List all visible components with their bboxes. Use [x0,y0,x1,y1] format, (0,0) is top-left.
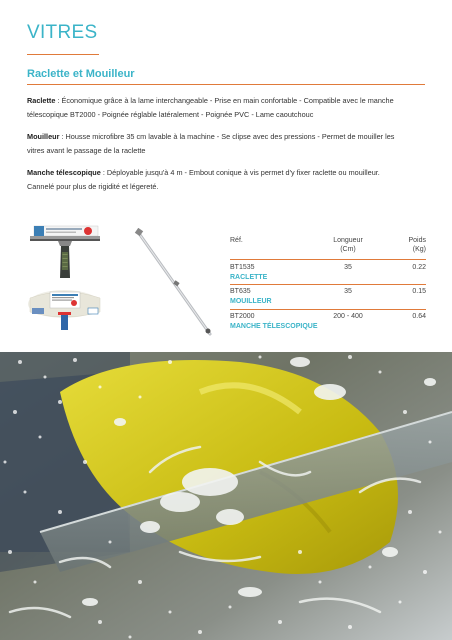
column-header-length-label: Longueur [333,237,363,244]
description-text: : Housse microfibre 35 cm lavable à la machine - Se clipse avec des pressions - Permet de mouiller les [59,132,395,141]
description-raclette [27,94,427,121]
cell-length: 35 [344,264,352,271]
description-label: Manche télescopique [27,168,101,177]
table-divider [230,259,426,260]
table-divider [230,284,426,285]
description-label: Raclette [27,96,56,105]
description-mouilleur [27,130,427,157]
column-header-weight-unit: (Kg) [412,246,426,253]
description-text: : Déployable jusqu'à 4 m - Embout conique à vis permet d'y fixer raclette ou mouilleur. [100,168,380,177]
cell-length: 35 [344,288,352,295]
description-text: : Économique grâce à la lame interchangeable - Prise en main confortable - Compatible avec le manche [55,96,394,105]
telescopic-pole-image [134,228,216,338]
section-title: Raclette et Mouilleur [27,68,135,80]
column-header-length [328,236,368,254]
cell-product-name: MANCHE TÉLESCOPIQUE [230,323,318,330]
column-header-ref: Réf. [230,237,243,244]
description-text: vitres avant le passage de la raclette [27,145,146,155]
cell-weight: 0.22 [412,264,426,271]
description-text: Cannelé pour plus de rigidité et légereté. [27,181,159,191]
page-title: VITRES [27,22,98,43]
cell-product-name: MOUILLEUR [230,298,272,305]
window-washer-image [28,284,102,332]
cell-weight: 0.15 [412,288,426,295]
cell-product-name: RACLETTE [230,274,268,281]
column-header-weight-label: Poids [408,237,426,244]
cell-ref: BT2000 [230,313,255,320]
column-header-length-unit: (Cm) [340,246,356,253]
section-divider [27,84,425,85]
description-manche [27,166,427,193]
cleaning-banner-image [0,352,452,640]
description-label: Mouilleur [27,132,60,141]
title-divider [27,54,99,55]
cell-weight: 0.64 [412,313,426,320]
description-text: télescopique BT2000 - Poignée réglable latéralement - Poignée PVC - Lame caoutchouc [27,109,314,119]
cell-length: 200 - 400 [333,313,363,320]
squeegee-image [28,224,102,282]
cell-ref: BT1535 [230,264,255,271]
column-header-weight [390,236,426,254]
table-divider [230,309,426,310]
cell-ref: BT635 [230,288,251,295]
